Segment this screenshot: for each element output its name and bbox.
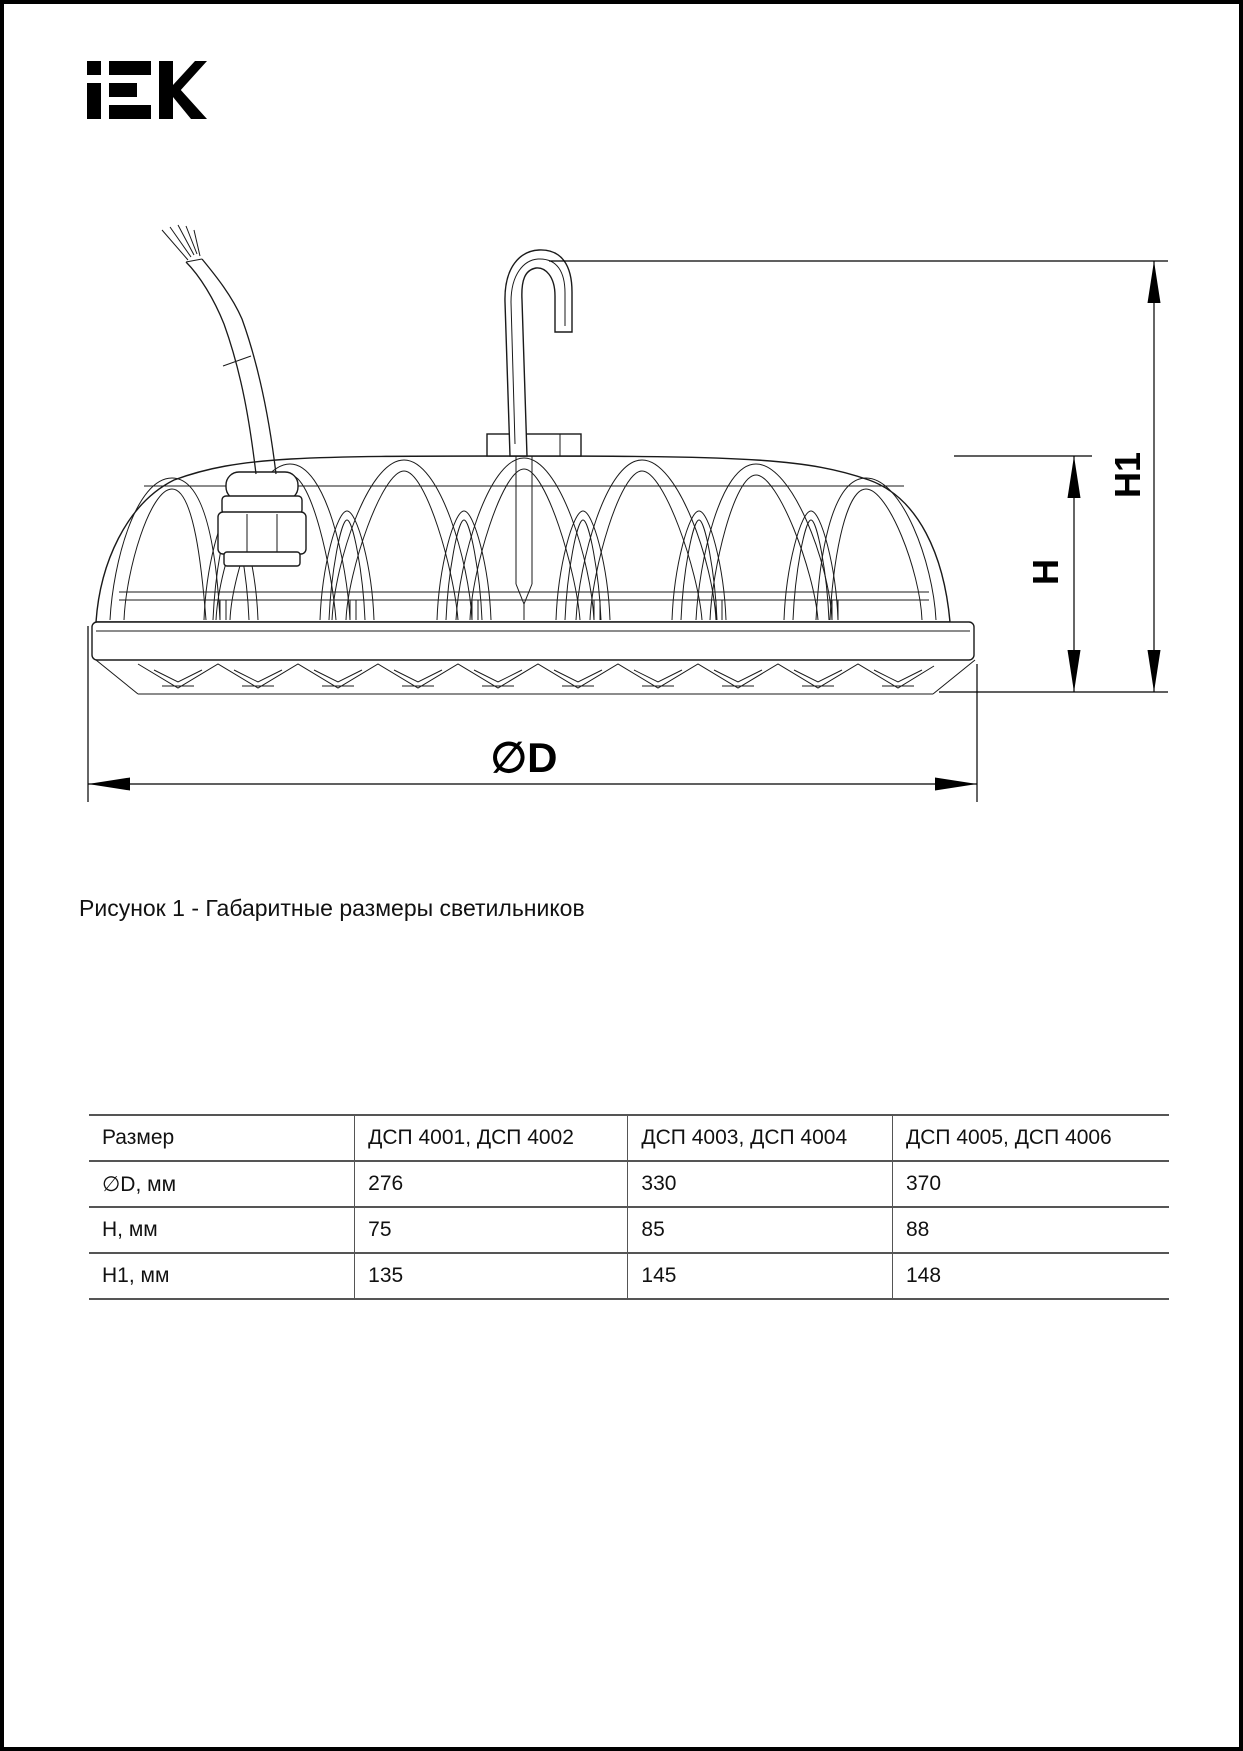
- table-row: [89, 1253, 1169, 1299]
- suspension-hook: [505, 250, 572, 456]
- luminaire-dimension-drawing: [4, 4, 1243, 904]
- dimensions-table: [89, 1114, 1169, 1300]
- cable-wires: [162, 225, 200, 260]
- base-plate: [92, 622, 974, 660]
- cable-gland: [218, 472, 306, 566]
- table-cell: 85: [628, 1207, 893, 1253]
- supply-cable: [162, 225, 276, 474]
- h1-label: H1: [1107, 451, 1148, 499]
- row-label: H, мм: [89, 1207, 355, 1253]
- table-header-cell: ДСП 4005, ДСП 4006: [893, 1115, 1170, 1161]
- table-header-row: [89, 1115, 1169, 1161]
- table-cell: 145: [628, 1253, 893, 1299]
- table-header-cell: Размер: [89, 1115, 355, 1161]
- h-label: H: [1025, 559, 1066, 585]
- row-label: H1, мм: [89, 1253, 355, 1299]
- row-label: ∅D, мм: [89, 1161, 355, 1207]
- mounting-boss: [487, 434, 581, 456]
- diameter-label: ∅D: [490, 734, 558, 781]
- table-row: [89, 1207, 1169, 1253]
- table-cell: 330: [628, 1161, 893, 1207]
- table-header-cell: ДСП 4001, ДСП 4002: [355, 1115, 628, 1161]
- table-cell: 276: [355, 1161, 628, 1207]
- table-header-cell: ДСП 4003, ДСП 4004: [628, 1115, 893, 1161]
- figure-caption: Рисунок 1 - Габаритные размеры светильников: [79, 895, 585, 921]
- table-cell: 148: [893, 1253, 1170, 1299]
- table-cell: 135: [355, 1253, 628, 1299]
- table-cell: 88: [893, 1207, 1170, 1253]
- table-cell: 75: [355, 1207, 628, 1253]
- table-row: [89, 1161, 1169, 1207]
- table-cell: 370: [893, 1161, 1170, 1207]
- bottom-lattice: [96, 660, 975, 694]
